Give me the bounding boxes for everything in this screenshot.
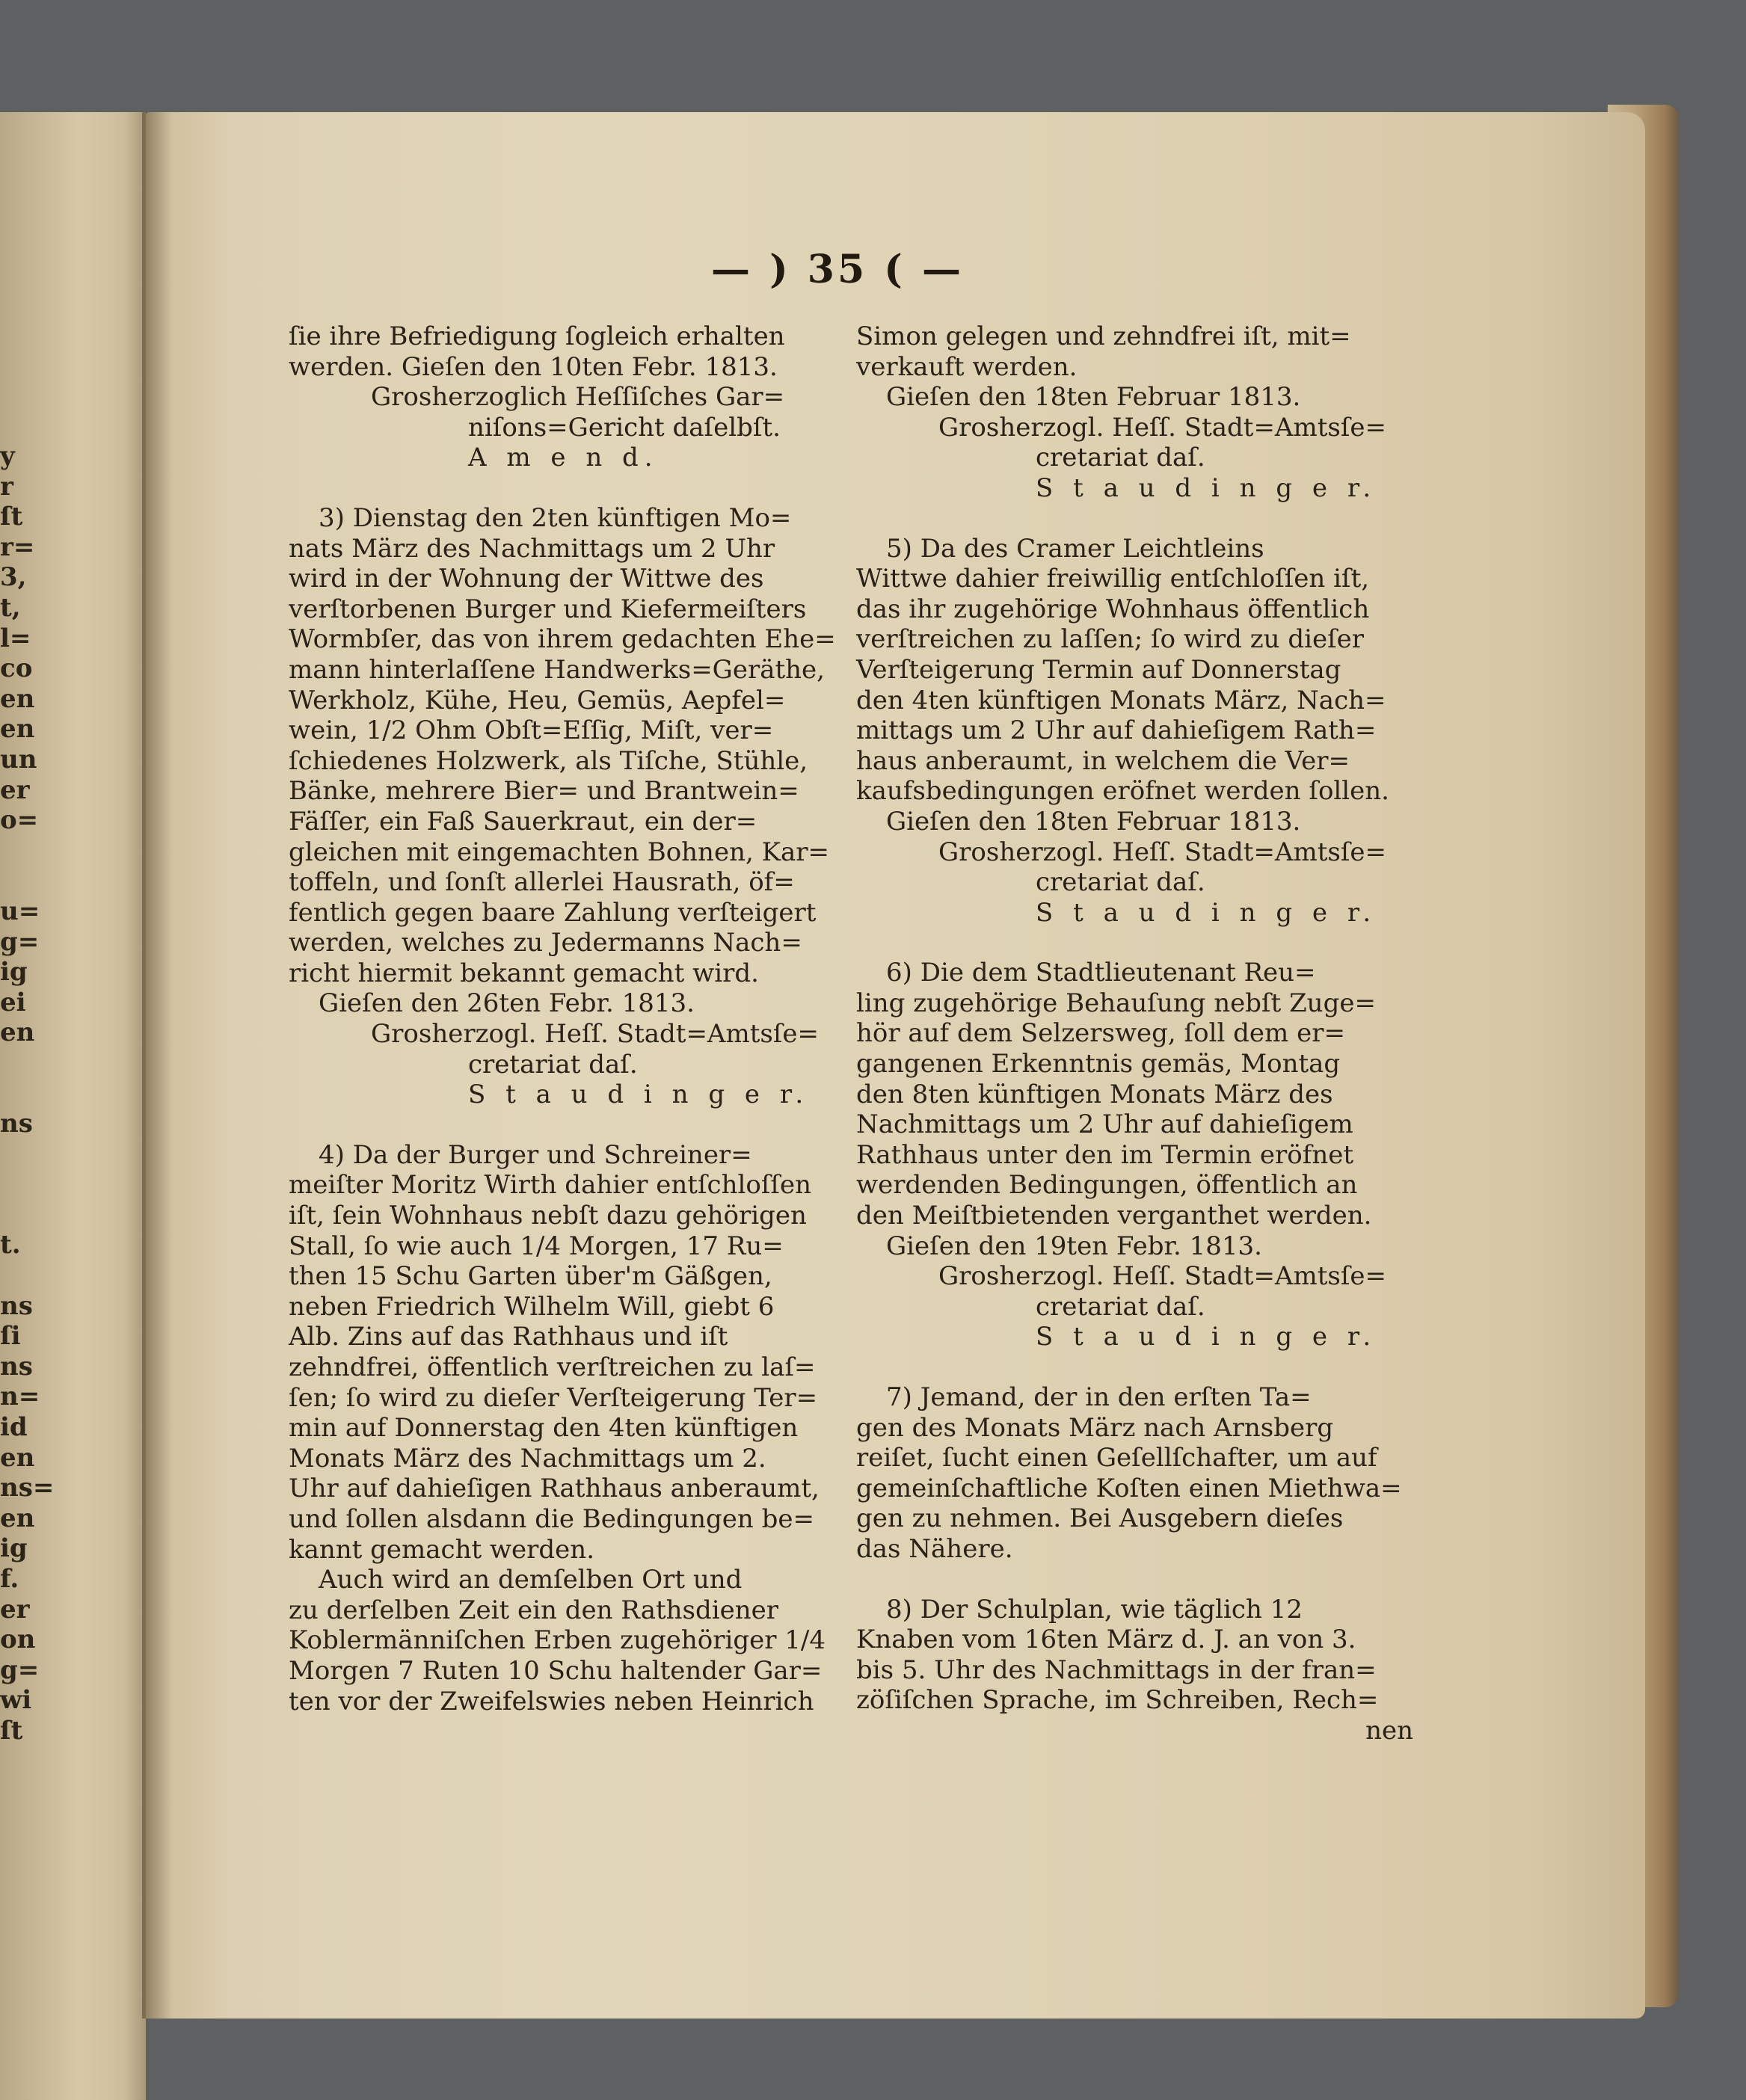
- text-line: werdenden Bedingungen, öffentlich an: [856, 1170, 1358, 1201]
- text-line: Nachmittags um 2 Uhr auf dahieſigem: [856, 1109, 1353, 1140]
- fragment-line: r=: [0, 532, 35, 562]
- text-line: ſchiedenes Holzwerk, als Tiſche, Stühle,: [289, 745, 808, 776]
- text-line: Fäſſer, ein Faß Sauerkraut, ein der=: [289, 806, 757, 837]
- text-line: Grosherzogl. Heſſ. Stadt=Amtsſe=: [938, 837, 1387, 867]
- text-line: 3) Dienstag den 2ten künftigen Mo=: [319, 502, 792, 533]
- text-line: Gieſen den 19ten Febr. 1813.: [886, 1231, 1262, 1261]
- fragment-line: t.: [0, 1230, 21, 1260]
- text-line: A m e n d.: [468, 443, 659, 473]
- fragment-line: [0, 866, 30, 896]
- text-line: Stall, ſo wie auch 1/4 Morgen, 17 Ru=: [289, 1231, 784, 1261]
- fragment-line: ns: [0, 1109, 33, 1139]
- fragment-line: y: [0, 441, 15, 471]
- fragment-line: ns: [0, 1290, 33, 1321]
- fragment-line: [0, 1139, 30, 1170]
- facing-page-edge: [0, 112, 146, 2100]
- text-line: Gieſen den 26ten Febr. 1813.: [319, 988, 695, 1019]
- text-line: Grosherzogl. Heſſ. Stadt=Amtsſe=: [938, 1261, 1387, 1292]
- text-line: verkauft werden.: [856, 351, 1078, 382]
- facing-page-fragments: [0, 441, 55, 1746]
- text-line: reiſet, ſucht einen Geſellſchafter, um auf: [856, 1443, 1377, 1474]
- text-line: S t a u d i n g e r.: [1036, 472, 1377, 503]
- text-line: 4) Da der Burger und Schreiner=: [319, 1139, 752, 1170]
- text-line: [289, 473, 834, 503]
- text-line: Grosherzogl. Heſſ. Stadt=Amtsſe=: [938, 412, 1387, 443]
- text-line: toffeln, und ſonſt allerlei Hausrath, öf=: [289, 867, 795, 898]
- text-line: und ſollen alsdann die Bedingungen be=: [289, 1503, 814, 1534]
- text-line: cretariat daſ.: [468, 1049, 638, 1080]
- text-line: gen des Monats März nach Arnsberg: [856, 1412, 1334, 1443]
- text-line: cretariat daſ.: [1036, 1291, 1205, 1322]
- text-line: Bänke, mehrere Bier= und Brantwein=: [289, 776, 799, 807]
- text-line: Gieſen den 18ten Februar 1813.: [886, 806, 1301, 837]
- text-line: Wormbſer, das von ihrem gedachten Ehe=: [289, 624, 836, 655]
- text-line: Morgen 7 Ruten 10 Schu haltender Gar=: [289, 1655, 823, 1686]
- fragment-line: [0, 1078, 30, 1109]
- text-line: ſen; ſo wird zu dieſer Verſteigerung Ter=: [289, 1382, 818, 1413]
- text-line: den 4ten künftigen Monats März, Nach=: [856, 685, 1386, 715]
- text-line: den Meiſtbietenden verganthet werden.: [856, 1201, 1372, 1231]
- text-line: 6) Die dem Stadtlieutenant Reu=: [886, 958, 1316, 988]
- text-line: kannt gemacht werden.: [289, 1534, 595, 1565]
- text-line: iſt, ſein Wohnhaus nebſt dazu gehörigen: [289, 1201, 807, 1231]
- fragment-line: en: [0, 1442, 35, 1473]
- text-line: niſons=Gericht daſelbſt.: [468, 412, 781, 443]
- text-line: cretariat daſ.: [1036, 867, 1205, 898]
- text-line: min auf Donnerstag den 4ten künftigen: [289, 1413, 799, 1444]
- fragment-line: wi: [0, 1685, 32, 1716]
- text-line: meiſter Moritz Wirth dahier entſchloſſen: [289, 1170, 812, 1201]
- text-line: [856, 1352, 1413, 1382]
- text-line: kaufsbedingungen eröfnet werden ſollen.: [856, 776, 1389, 807]
- fragment-line: [0, 1260, 30, 1291]
- fragment-line: [0, 1048, 30, 1079]
- fragment-line: on: [0, 1625, 36, 1655]
- fragment-line: t,: [0, 592, 21, 623]
- fragment-line: ſi: [0, 1321, 21, 1352]
- page-number: — ) 35 ( —: [711, 247, 964, 292]
- text-line: wird in der Wohnung der Wittwe des: [289, 564, 764, 594]
- text-line: then 15 Schu Garten über'm Gäßgen,: [289, 1261, 772, 1292]
- fragment-line: un: [0, 744, 37, 775]
- fragment-line: ns=: [0, 1473, 55, 1503]
- text-line: gemeinſchaftliche Koſten einen Miethwa=: [856, 1473, 1402, 1503]
- text-line: werden, welches zu Jedermanns Nach=: [289, 928, 802, 958]
- fragment-line: [0, 1200, 30, 1231]
- text-line: verſtreichen zu laſſen; ſo wird zu dieſer: [856, 624, 1365, 655]
- text-line: nen: [1365, 1715, 1413, 1746]
- text-line: zu derſelben Zeit ein den Rathsdiener: [289, 1595, 778, 1625]
- text-line: das Nähere.: [856, 1533, 1013, 1564]
- text-line: S t a u d i n g e r.: [1036, 1322, 1377, 1352]
- text-line: werden. Gieſen den 10ten Febr. 1813.: [289, 351, 778, 382]
- fragment-line: ſt: [0, 1715, 23, 1746]
- text-line: [856, 928, 1413, 958]
- gutter-shadow: [142, 112, 172, 2019]
- text-line: [856, 504, 1413, 534]
- text-line: Grosherzogl. Heſſ. Stadt=Amtsſe=: [371, 1019, 820, 1050]
- fragment-line: n=: [0, 1382, 40, 1412]
- text-line: richt hiermit bekannt gemacht wird.: [289, 958, 759, 988]
- text-line: [856, 1565, 1413, 1595]
- text-line: Rathhaus unter den im Termin eröfnet: [856, 1139, 1354, 1170]
- text-line: gen zu nehmen. Bei Ausgebern dieſes: [856, 1503, 1344, 1534]
- text-line: Auch wird an demſelben Ort und: [319, 1565, 743, 1595]
- text-line: bis 5. Uhr des Nachmittags in der fran=: [856, 1654, 1377, 1685]
- fragment-line: en: [0, 683, 35, 714]
- text-line: Werkholz, Kühe, Heu, Gemüs, Aepfel=: [289, 685, 786, 715]
- fragment-line: co: [0, 653, 33, 684]
- text-line: gleichen mit eingemachten Bohnen, Kar=: [289, 837, 829, 867]
- text-line: ſie ihre Befriedigung ſogleich erhalten: [289, 321, 785, 351]
- text-line: gangenen Erkenntnis gemäs, Montag: [856, 1049, 1341, 1080]
- fragment-line: en: [0, 714, 35, 745]
- text-line: nats März des Nachmittags um 2 Uhr: [289, 533, 775, 564]
- fragment-line: [0, 836, 30, 866]
- fragment-line: ig: [0, 957, 28, 988]
- text-line: ling zugehörige Behauſung nebſt Zuge=: [856, 988, 1376, 1018]
- text-line: Simon gelegen und zehndfrei iſt, mit=: [856, 321, 1351, 351]
- text-line: Monats März des Nachmittags um 2.: [289, 1443, 766, 1474]
- text-line: mann hinterlaſſene Handwerks=Geräthe,: [289, 654, 825, 685]
- fragment-line: u=: [0, 896, 40, 926]
- text-line: Wittwe dahier freiwillig entſchloſſen iſt,: [856, 564, 1370, 594]
- text-line: [289, 1110, 834, 1140]
- text-line: cretariat daſ.: [1036, 443, 1205, 473]
- text-line: das ihr zugehörige Wohnhaus öffentlich: [856, 594, 1370, 624]
- text-line: hör auf dem Selzersweg, ſoll dem er=: [856, 1018, 1345, 1049]
- text-line: ten vor der Zweifelswies neben Heinrich: [289, 1686, 814, 1716]
- text-line: zöſiſchen Sprache, im Schreiben, Rech=: [856, 1685, 1379, 1716]
- text-line: verſtorbenen Burger und Kiefermeiſters: [289, 594, 807, 624]
- fragment-line: en: [0, 1017, 35, 1048]
- text-line: Grosherzoglich Heſſiſches Gar=: [371, 382, 785, 413]
- text-line: Knaben vom 16ten März d. J. an von 3.: [856, 1625, 1356, 1655]
- text-line: zehndfrei, öffentlich verſtreichen zu laſ=: [289, 1352, 816, 1382]
- fragment-line: ſt: [0, 502, 23, 532]
- text-line: Uhr auf dahieſigen Rathhaus anberaumt,: [289, 1474, 820, 1504]
- fragment-line: r: [0, 471, 13, 502]
- fragment-line: ns: [0, 1351, 33, 1382]
- fragment-line: g=: [0, 926, 40, 957]
- fragment-line: id: [0, 1412, 28, 1442]
- fragment-line: o=: [0, 805, 39, 836]
- left-text-column: [289, 321, 834, 1716]
- text-line: haus anberaumt, in welchem die Ver=: [856, 745, 1350, 776]
- right-text-column: [856, 321, 1413, 1746]
- fragment-line: [0, 1169, 30, 1200]
- fragment-line: er: [0, 1594, 30, 1625]
- text-line: mittags um 2 Uhr auf dahieſigem Rath=: [856, 715, 1377, 746]
- text-line: Verſteigerung Termin auf Donnerstag: [856, 654, 1341, 685]
- text-line: neben Friedrich Wilhelm Will, giebt 6: [289, 1291, 775, 1322]
- text-line: Alb. Zins auf das Rathhaus und iſt: [289, 1322, 728, 1352]
- text-line: den 8ten künftigen Monats März des: [856, 1079, 1333, 1109]
- text-line: Gieſen den 18ten Februar 1813.: [886, 382, 1301, 413]
- fragment-line: ei: [0, 987, 26, 1017]
- text-line: S t a u d i n g e r.: [1036, 897, 1377, 928]
- text-line: 7) Jemand, der in den erſten Ta=: [886, 1382, 1312, 1412]
- fragment-line: 3,: [0, 562, 27, 593]
- fragment-line: en: [0, 1503, 35, 1533]
- text-line: 8) Der Schulplan, wie täglich 12: [886, 1594, 1303, 1625]
- fragment-line: ig: [0, 1533, 28, 1564]
- fragment-line: er: [0, 775, 30, 805]
- fragment-line: g=: [0, 1654, 40, 1685]
- text-line: S t a u d i n g e r.: [468, 1080, 810, 1110]
- fragment-line: l=: [0, 623, 31, 653]
- text-line: Koblermänniſchen Erben zugehöriger 1/4: [289, 1625, 826, 1656]
- text-line: wein, 1/2 Ohm Obſt=Eſſig, Miſt, ver=: [289, 715, 774, 746]
- text-line: fentlich gegen baare Zahlung verſteigert: [289, 897, 817, 928]
- text-line: 5) Da des Cramer Leichtleins: [886, 533, 1264, 564]
- fragment-line: f.: [0, 1563, 19, 1594]
